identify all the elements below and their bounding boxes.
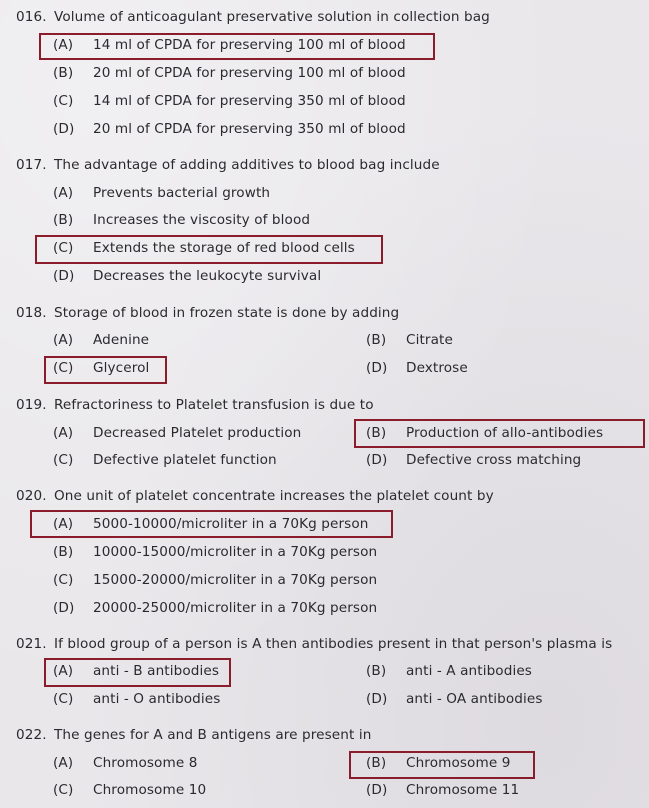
option-text: 14 ml of CPDA for preserving 350 ml of blood [93,93,406,109]
option-d [366,360,468,376]
option-text: Chromosome 11 [406,782,520,798]
question-text: One unit of platelet concentrate increases the platelet count by [54,488,494,504]
question-text: The genes for A and B antigens are present in [54,727,372,743]
option-b [53,65,406,81]
answer-highlight-box [35,235,383,264]
option-d [53,600,377,616]
option-letter: (B) [53,65,74,81]
option-letter: (A) [53,332,74,348]
question-stem [16,488,494,504]
question-number: 022. [16,727,47,743]
option-letter: (D) [53,121,75,137]
option-text: Chromosome 10 [93,782,207,798]
question-text: Storage of blood in frozen state is done by adding [54,305,400,321]
answer-highlight-box [44,658,231,687]
question-number: 019. [16,397,47,413]
option-text: Increases the viscosity of blood [93,212,311,228]
option-letter: (C) [53,240,74,256]
option-text: 20000-25000/microliter in a 70Kg person [93,600,378,616]
option-b [366,332,453,348]
question-stem [16,397,374,413]
question-stem [16,305,399,321]
option-text: anti - A antibodies [406,663,532,679]
option-letter: (D) [53,600,75,616]
option-letter: (A) [53,37,74,53]
option-text: Decreased Platelet production [93,425,302,441]
option-letter: (A) [53,516,74,532]
option-letter: (D) [366,452,388,468]
option-a [53,425,301,441]
option-text: 20 ml of CPDA for preserving 350 ml of blood [93,121,406,137]
option-b [53,212,310,228]
answer-highlight-box [39,33,435,60]
question-stem [16,157,440,173]
option-text: Chromosome 9 [406,755,511,771]
option-text: 10000-15000/microliter in a 70Kg person [93,544,378,560]
option-text: Production of allo-antibodies [406,425,604,441]
option-letter: (C) [53,572,74,588]
option-text: anti - OA antibodies [406,691,543,707]
option-letter: (C) [53,782,74,798]
option-b [53,544,377,560]
option-c [53,452,277,468]
option-d [366,782,519,798]
answer-highlight-box [44,356,167,384]
option-b [366,663,532,679]
option-a [53,332,149,348]
option-letter: (D) [366,360,388,376]
option-text: Citrate [406,332,453,348]
option-d [366,691,543,707]
option-text: Decreases the leukocyte survival [93,268,322,284]
option-text: anti - O antibodies [93,691,221,707]
option-letter: (C) [53,691,74,707]
option-text: Chromosome 8 [93,755,198,771]
option-d [53,268,321,284]
option-d [53,121,406,137]
option-letter: (A) [53,185,74,201]
option-a [53,185,270,201]
question-stem [16,9,490,25]
option-c [53,782,206,798]
question-stem [16,636,612,652]
option-text: Defective cross matching [406,452,582,468]
option-a [53,755,197,771]
option-letter: (A) [53,663,74,679]
option-letter: (B) [366,332,387,348]
option-letter: (C) [53,452,74,468]
option-text: Glycerol [93,360,150,376]
option-text: Dextrose [406,360,468,376]
answer-highlight-box [354,419,645,448]
question-text: Volume of anticoagulant preservative solution in collection bag [54,9,490,25]
option-c [53,691,220,707]
question-number: 020. [16,488,47,504]
option-letter: (B) [53,212,74,228]
option-letter: (C) [53,93,74,109]
option-letter: (A) [53,425,74,441]
option-letter: (B) [53,544,74,560]
option-text: Defective platelet function [93,452,277,468]
question-number: 021. [16,636,47,652]
option-letter: (B) [366,755,387,771]
option-text: anti - B antibodies [93,663,219,679]
option-text: Adenine [93,332,150,348]
question-text: If blood group of a person is A then antibodies present in that person's plasma is [54,636,613,652]
question-number: 016. [16,9,47,25]
option-letter: (A) [53,755,74,771]
option-text: Prevents bacterial growth [93,185,271,201]
option-letter: (D) [366,691,388,707]
option-text: 5000-10000/microliter in a 70Kg person [93,516,369,532]
answer-highlight-box [349,751,535,779]
option-letter: (C) [53,360,74,376]
option-text: Extends the storage of red blood cells [93,240,355,256]
option-letter: (B) [366,663,387,679]
question-text: The advantage of adding additives to blood bag include [54,157,440,173]
option-text: 14 ml of CPDA for preserving 100 ml of blood [93,37,406,53]
answer-highlight-box [30,510,393,538]
question-number: 017. [16,157,47,173]
question-stem [16,727,371,743]
option-d [366,452,581,468]
option-c [53,572,377,588]
option-letter: (D) [366,782,388,798]
option-text: 15000-20000/microliter in a 70Kg person [93,572,378,588]
option-letter: (B) [366,425,387,441]
option-text: 20 ml of CPDA for preserving 100 ml of blood [93,65,406,81]
option-letter: (D) [53,268,75,284]
question-text: Refractoriness to Platelet transfusion is due to [54,397,374,413]
question-number: 018. [16,305,47,321]
option-c [53,93,406,109]
